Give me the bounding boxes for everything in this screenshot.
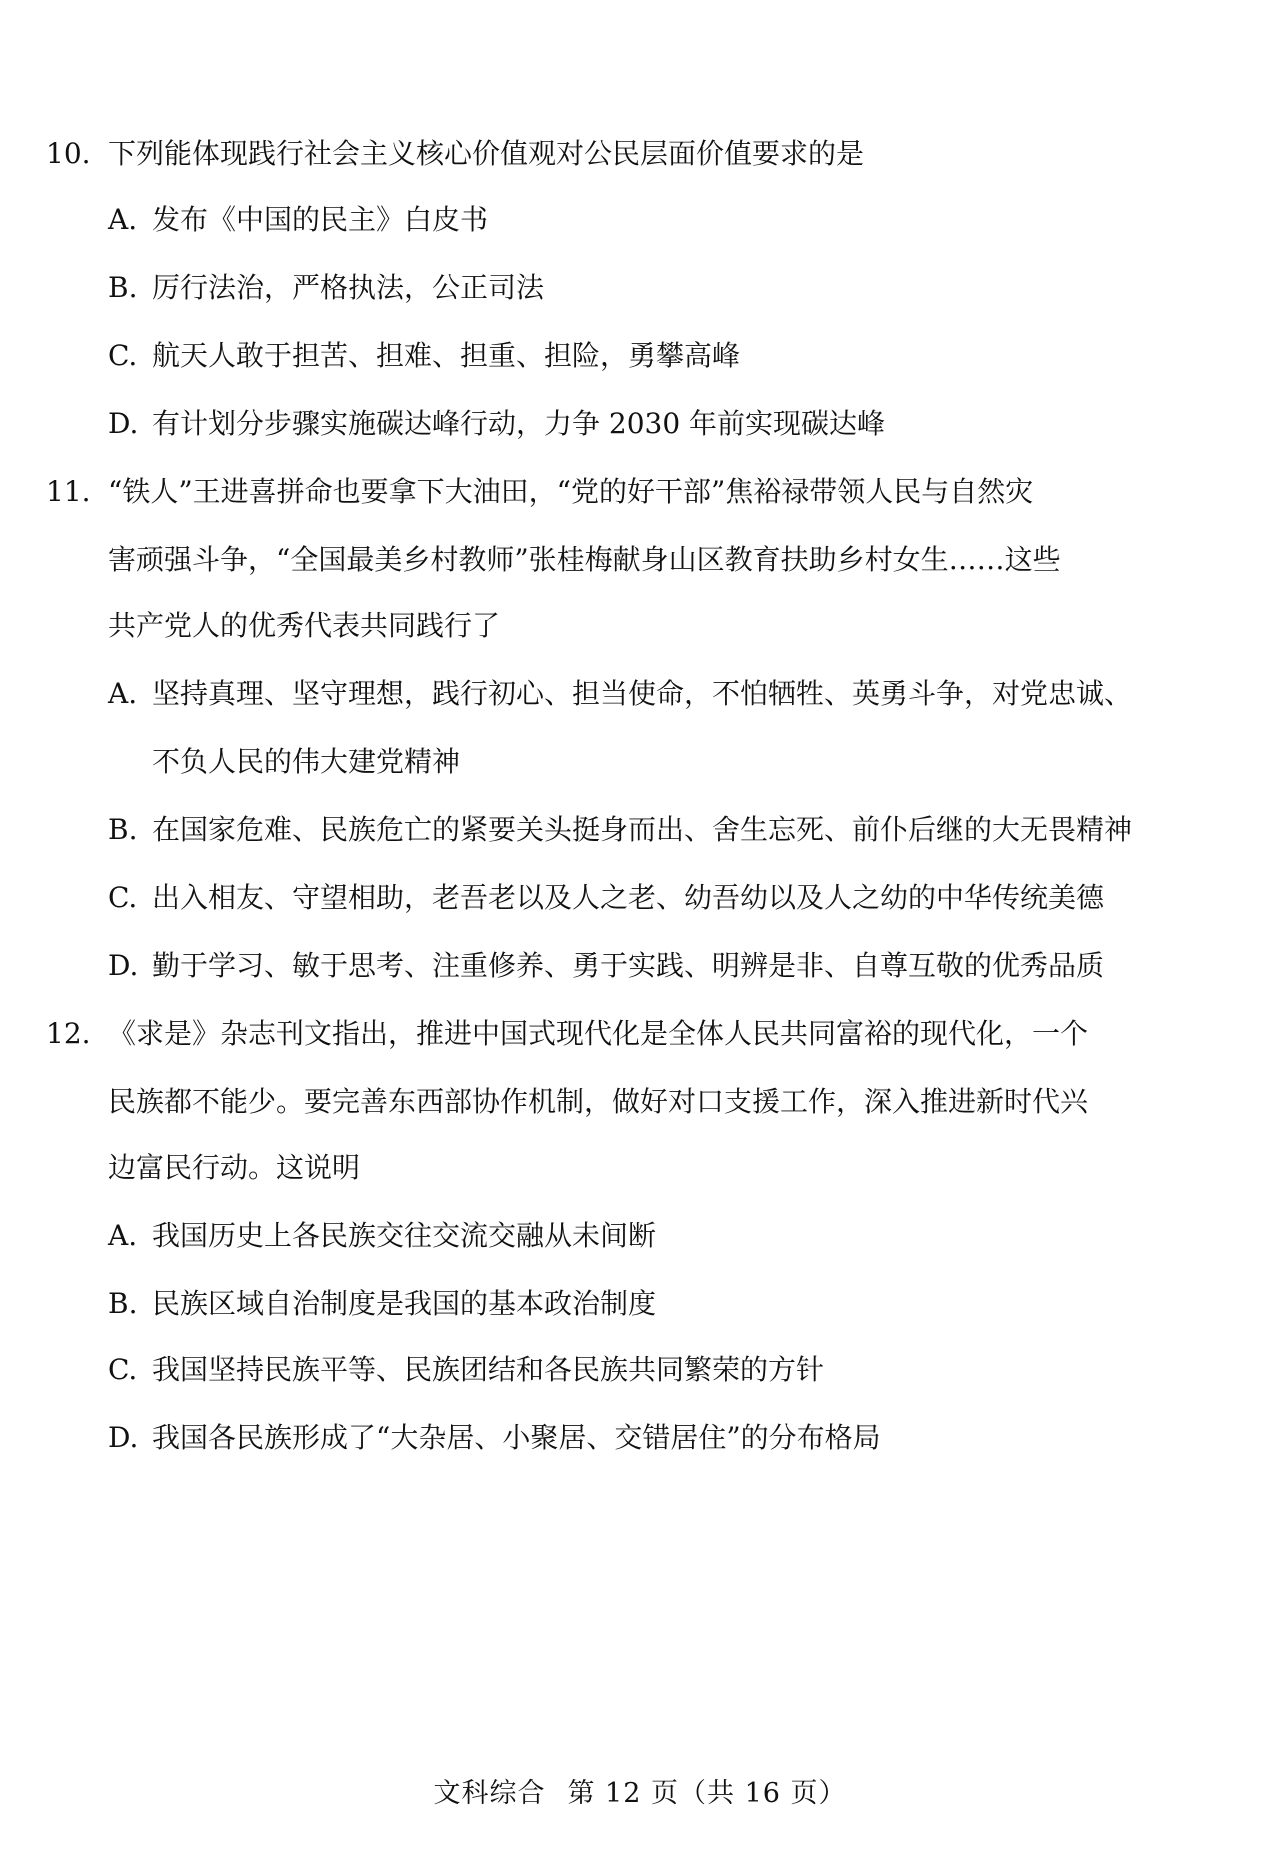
footer-page-number: 第 12 页（共 16 页） [567,1778,847,1809]
option-text: 有计划分步骤实施碳达峰行动，力争 2030 年前实现碳达峰 [152,407,886,440]
question-11-option-c [108,878,1104,918]
option-label: B. [108,1287,138,1320]
question-number-12: 12. [46,1017,91,1050]
question-number-11: 11. [46,475,91,508]
option-label: D. [108,1421,139,1454]
question-12-option-a [108,1216,656,1256]
question-12-stem-line-2: 民族都不能少。要完善东西部协作机制，做好对口支援工作，深入推进新时代兴 [108,1085,1089,1118]
question-11-option-d [108,946,1104,986]
option-label: D. [108,949,139,982]
option-text: 坚持真理、坚守理想，践行初心、担当使命，不怕牺牲、英勇斗争，对党忠诚、 [152,677,1133,710]
option-text: 发布《中国的民主》白皮书 [152,203,489,236]
option-label: B. [108,271,138,304]
question-10-option-a [108,200,488,240]
option-label: B. [108,813,138,846]
question-10-option-b [108,268,544,308]
option-text: 民族区域自治制度是我国的基本政治制度 [152,1287,657,1320]
option-text: 厉行法治，严格执法，公正司法 [152,271,545,304]
option-text: 我国坚持民族平等、民族团结和各民族共同繁荣的方针 [152,1353,825,1386]
option-label: D. [108,407,139,440]
question-11-option-b [108,810,1132,850]
option-text: 出入相友、守望相助，老吾老以及人之老、幼吾幼以及人之幼的中华传统美德 [152,881,1105,914]
question-12-stem-line-3: 边富民行动。这说明 [108,1151,361,1184]
question-10-option-c [108,336,740,376]
footer-subject: 文科综合 [433,1778,546,1809]
option-label: A. [108,677,138,710]
question-12-option-b [108,1284,656,1324]
option-text: 我国各民族形成了“大杂居、小聚居、交错居住”的分布格局 [152,1421,881,1454]
option-label: C. [108,881,138,914]
question-11-option-a [108,674,1132,714]
option-text: 勤于学习、敏于思考、注重修养、勇于实践、明辨是非、自尊互敬的优秀品质 [152,949,1105,982]
question-11-stem-line-3: 共产党人的优秀代表共同践行了 [108,609,501,642]
question-12-option-c [108,1350,824,1390]
question-11-option-a-continuation: 不负人民的伟大建党精神 [152,745,461,778]
option-label: A. [108,203,138,236]
question-11-stem-line-1: “铁人”王进喜拼命也要拿下大油田，“党的好干部”焦裕禄带领人民与自然灾 [108,475,1034,508]
option-text: 我国历史上各民族交往交流交融从未间断 [152,1219,657,1252]
option-text: 在国家危难、民族危亡的紧要关头挺身而出、舍生忘死、前仆后继的大无畏精神 [152,813,1133,846]
question-12-option-d [108,1418,881,1458]
option-label: A. [108,1219,138,1252]
option-label: C. [108,1353,138,1386]
question-number-10: 10. [46,137,91,170]
question-11-stem-line-2: 害顽强斗争，“全国最美乡村教师”张桂梅献身山区教育扶助乡村女生……这些 [108,543,1061,576]
question-12-stem-line-1: 《求是》杂志刊文指出，推进中国式现代化是全体人民共同富裕的现代化，一个 [108,1017,1089,1050]
question-10-stem-line-1: 下列能体现践行社会主义核心价值观对公民层面价值要求的是 [108,137,865,170]
question-10-option-d [108,404,885,444]
page-footer [0,1774,1280,1814]
option-label: C. [108,339,138,372]
option-text: 航天人敢于担苦、担难、担重、担险，勇攀高峰 [152,339,741,372]
